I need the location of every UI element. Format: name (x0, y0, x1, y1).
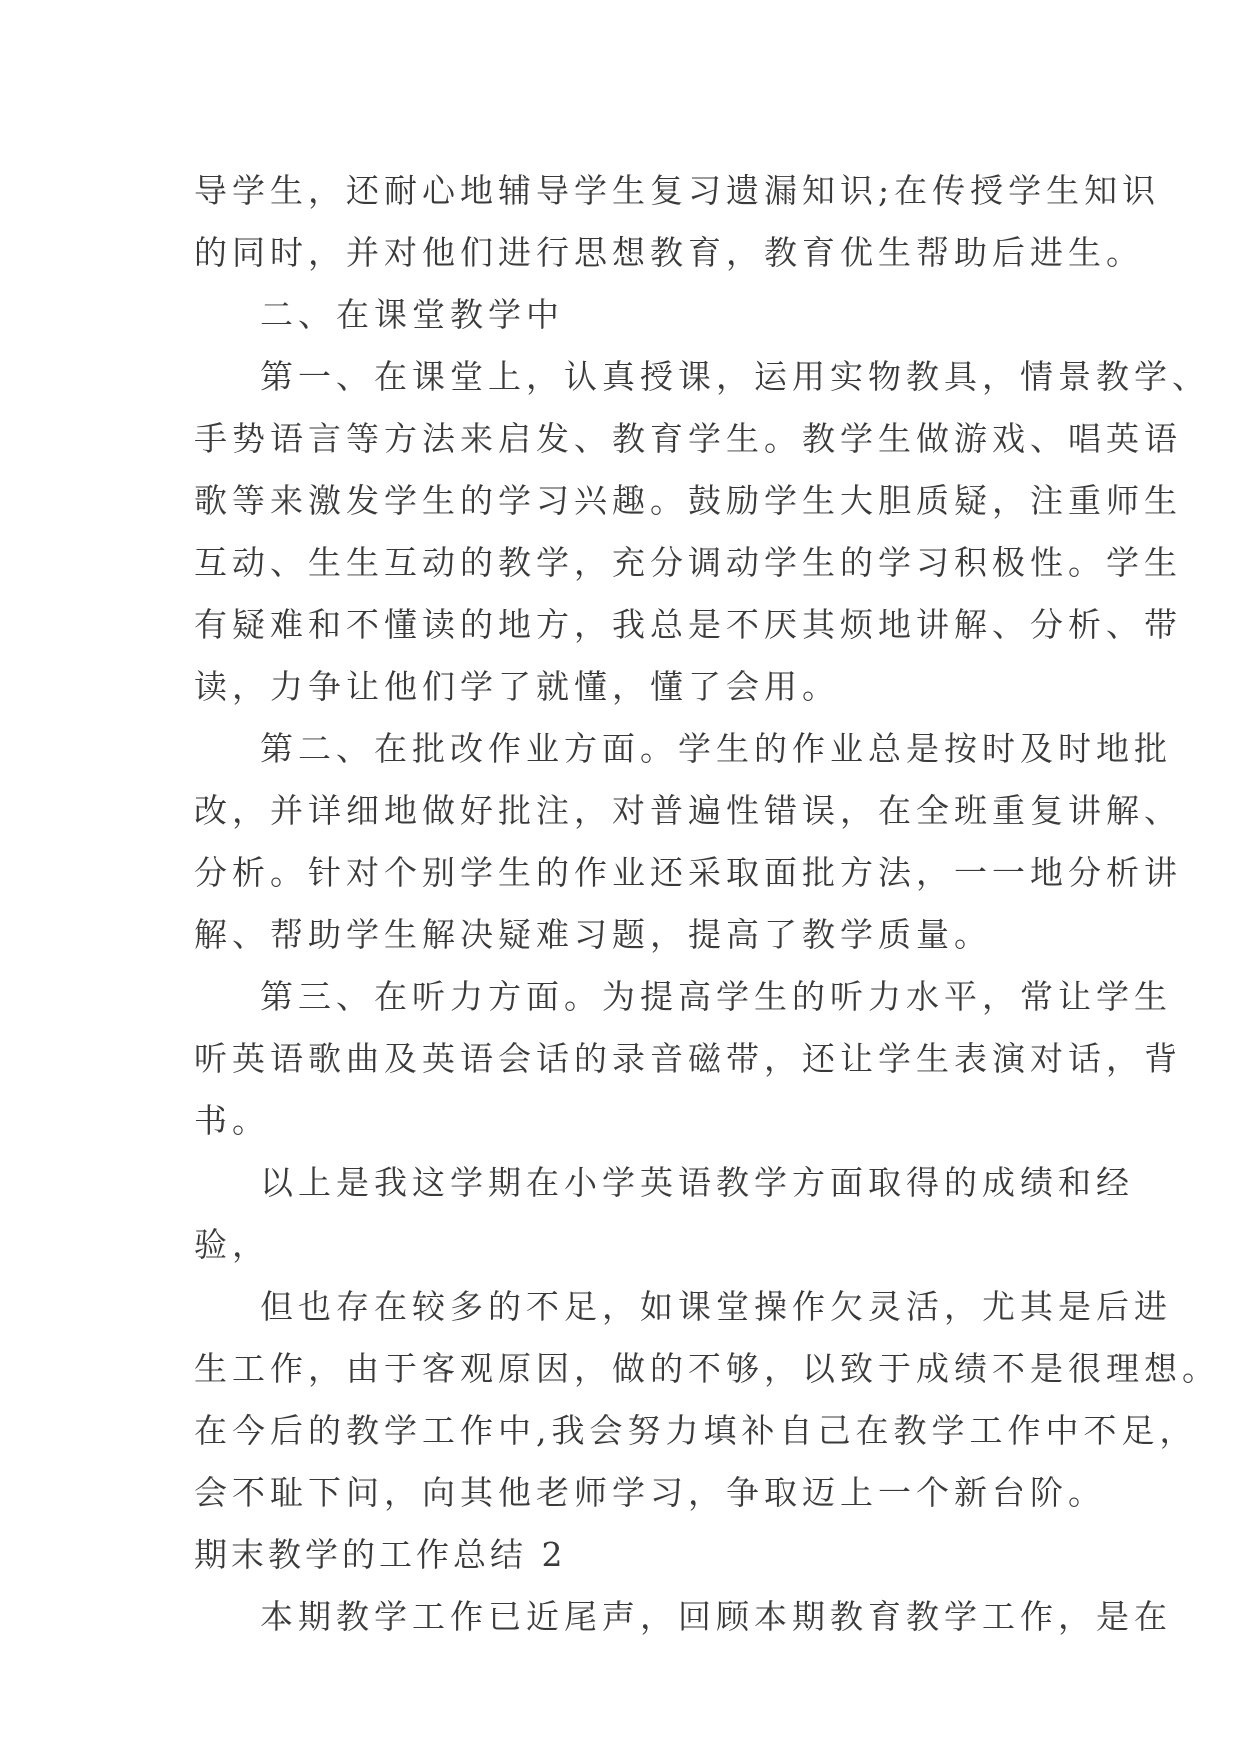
text-line: 读，力争让他们学了就懂，懂了会用。 (194, 667, 840, 706)
paragraph-start-line: 第三、在听力方面。为提高学生的听力水平，常让学生 (260, 977, 1172, 1016)
text-line: 书。 (194, 1101, 270, 1140)
text-line: 改，并详细地做好批注，对普遍性错误，在全班重复讲解、 (194, 791, 1182, 830)
text-line: 会不耻下问，向其他老师学习，争取迈上一个新台阶。 (194, 1473, 1106, 1512)
text-line: 验， (194, 1225, 270, 1264)
section-heading: 二、在课堂教学中 (260, 295, 564, 334)
text-line: 导学生，还耐心地辅导学生复习遗漏知识;在传授学生知识 (194, 171, 1161, 210)
text-line: 的同时，并对他们进行思想教育，教育优生帮助后进生。 (194, 233, 1144, 272)
text-line: 分析。针对个别学生的作业还采取面批方法，一一地分析讲 (194, 853, 1182, 892)
text-line: 生工作，由于客观原因，做的不够，以致于成绩不是很理想。 (194, 1349, 1220, 1388)
paragraph-start-line: 但也存在较多的不足，如课堂操作欠灵活，尤其是后进 (260, 1287, 1172, 1326)
paragraph-start-line: 第二、在批改作业方面。学生的作业总是按时及时地批 (260, 729, 1172, 768)
text-line: 有疑难和不懂读的地方，我总是不厌其烦地讲解、分析、带 (194, 605, 1182, 644)
text-line: 手势语言等方法来启发、教育学生。教学生做游戏、唱英语 (194, 419, 1182, 458)
text-line: 解、帮助学生解决疑难习题，提高了教学质量。 (194, 915, 992, 954)
text-line: 在今后的教学工作中,我会努力填补自己在教学工作中不足， (194, 1411, 1198, 1450)
paragraph-start-line: 本期教学工作已近尾声，回顾本期教育教学工作，是在 (260, 1597, 1172, 1636)
text-line: 互动、生生互动的教学，充分调动学生的学习积极性。学生 (194, 543, 1182, 582)
document-body (194, 160, 1220, 1648)
paragraph-start-line: 第一、在课堂上，认真授课，运用实物教具，情景教学、 (260, 357, 1210, 396)
text-line: 歌等来激发学生的学习兴趣。鼓励学生大胆质疑，注重师生 (194, 481, 1182, 520)
document-title: 期末教学的工作总结 2 (194, 1535, 567, 1574)
text-line: 听英语歌曲及英语会话的录音磁带，还让学生表演对话，背 (194, 1039, 1182, 1078)
paragraph-start-line: 以上是我这学期在小学英语教学方面取得的成绩和经 (260, 1163, 1134, 1202)
